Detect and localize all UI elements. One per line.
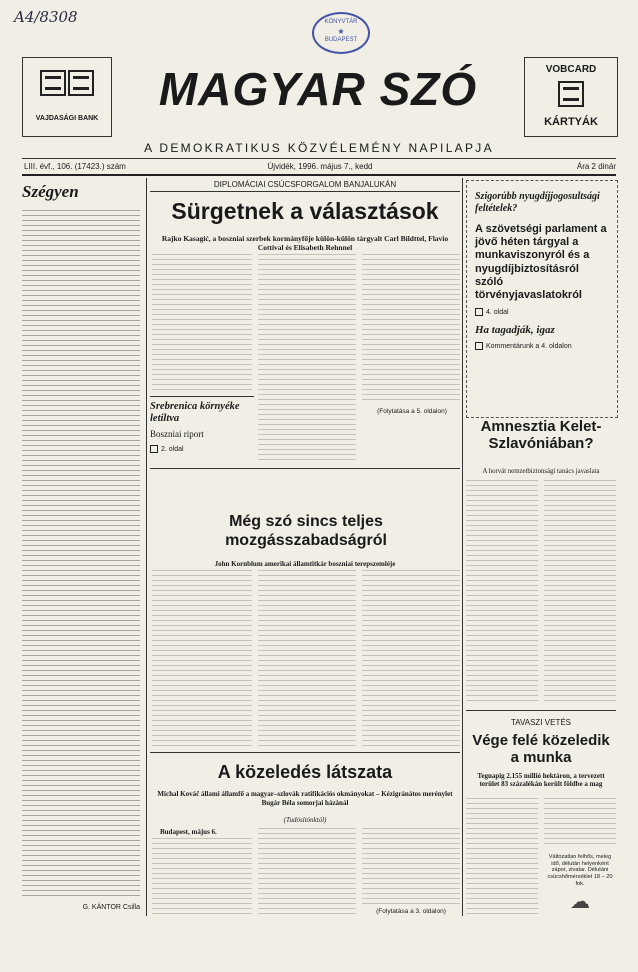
kozeledes-col-3	[362, 828, 460, 906]
tavaszi-col-2	[544, 798, 616, 848]
left-column-byline: G. KÁNTOR Csilla	[82, 904, 140, 911]
left-column-text	[22, 210, 140, 900]
right-box-ref2-row	[475, 342, 609, 350]
kozeledes-rule	[150, 752, 460, 753]
kozeledes-headline: A közeledés látszata	[217, 762, 393, 782]
amnesztia-deck: A horvát nemzetbiztonsági tanács javaslata	[482, 468, 600, 475]
stamp-star-icon: ★	[337, 26, 345, 36]
stamp-line1: KÖNYVTÁR	[324, 19, 358, 25]
main-deck: Rajko Kasagić, a boszniai szerbek kormányfője külön-külön tárgyalt Carl Bildttel, Flavio Cottival és Elisabeth Rehnnel	[161, 234, 449, 253]
srebrenica-sub: Boszniai riport	[150, 429, 204, 440]
amnesztia-story	[466, 418, 616, 453]
srebrenica-ref: 2. oldal	[161, 445, 184, 453]
vobcard-top: VOBCARD	[545, 64, 597, 75]
main-col-1	[152, 254, 252, 394]
right-box	[466, 180, 618, 418]
page-ref-icon	[150, 445, 158, 453]
tavaszi-headline: Vége felé közeledik a munka	[472, 732, 610, 767]
masthead-title: MAGYAR SZÓ	[158, 63, 478, 115]
right-box-body: A szövetségi parlament a jövő héten tárgyal a munkaviszonyról és a nyugdíjbiztosításról szóló törvényjavaslatokról	[475, 223, 607, 301]
kozeledes-deck: Michal Kováč állami államfő a magyar–szlovák ratifikációs okmányokat – Kézigránátos merénylet Bugár Béla somorjai házánál	[157, 790, 453, 807]
amnesztia-col-2	[544, 480, 616, 704]
vobcard-logo	[524, 57, 618, 137]
stamp-line2: BUDAPEST	[324, 37, 358, 44]
masthead-subtitle: A DEMOKRATIKUS KÖZVÉLEMÉNY NAPILAPJA	[144, 141, 494, 155]
bank-caption: VAJDASÁGI BANK	[35, 115, 99, 122]
left-column-divider	[146, 178, 147, 916]
kozeledes-agency: (Tudósítónktól)	[283, 816, 327, 824]
main-col-3	[362, 254, 460, 404]
mozgassz-col-1	[152, 570, 252, 746]
right-box-ref1: 4. oldal	[486, 308, 509, 316]
main-headline: Sürgetnek a választások	[171, 198, 439, 224]
vobcard-bottom: KÁRTYÁK	[544, 116, 598, 128]
amnesztia-col-1	[466, 480, 538, 704]
mozgassz-headline: Még szó sincs teljes mozgásszabadságról	[225, 513, 387, 550]
library-stamp	[312, 12, 370, 54]
mozgassz-deck: John Kornblum amerikai államtitkár boszniai terepszemléje	[214, 560, 396, 568]
srebrenica-box	[150, 396, 254, 465]
weather-text: Változatlan felhős, meleg idő, délután helyenként zápor, zivatar. Délutáni csúcshőmérséklet 18 – 20 fok.	[547, 854, 613, 887]
kozeledes-jump: (Folytatása a 3. oldalon)	[376, 908, 446, 915]
issue-date: Újvidék, 1996. május 7., kedd	[267, 162, 373, 171]
issue-number: LIII. évf., 106. (17423.) szám	[24, 162, 126, 171]
amnesztia-headline: Amnesztia Kelet-Szlavóniában?	[480, 418, 602, 453]
dateline-rule-2	[22, 174, 616, 176]
tavaszi-deck: Tegnapig 2.155 millió hektáron, a tervezett terület 83 százalékán került földbe a mag	[477, 772, 605, 789]
tavaszi-col-1	[466, 798, 538, 916]
right-box-ref2: Kommentárunk a 4. oldalon	[486, 342, 572, 350]
vobcard-logo-icon	[558, 81, 584, 107]
dateline-rule	[22, 158, 616, 159]
bank-logo-icon	[40, 70, 66, 96]
main-kicker: DIPLOMÁCIAI CSÚCSFORGALOM BANJALUKÁN	[150, 180, 460, 192]
kozeledes-dateline: Budapest, május 6.	[160, 828, 217, 836]
issue-price: Ára 2 dinár	[576, 162, 616, 171]
mozgassz-col-3	[362, 570, 460, 746]
page-ref-icon-3	[475, 342, 483, 350]
right-box-question: Szigorúbb nyugdíjjogosultsági feltételek?	[475, 191, 600, 214]
weather-box	[544, 854, 616, 916]
main-jump: (Folytatása a 5. oldalon)	[377, 408, 447, 415]
right-box-ref1-row	[475, 308, 609, 316]
bank-logo-icon-2	[68, 70, 94, 96]
cloud-icon: ☁	[570, 890, 590, 913]
left-column-title: Szégyen	[22, 182, 79, 201]
srebrenica-ref-row	[150, 445, 254, 453]
mozgassz-rule	[150, 468, 460, 469]
page-ref-icon-2	[475, 308, 483, 316]
mozgassz-col-2	[258, 570, 356, 746]
vajdasagi-bank-logo	[22, 57, 112, 137]
main-col-2	[258, 254, 356, 464]
kozeledes-col-1	[152, 838, 252, 916]
left-column	[22, 180, 140, 920]
tavaszi-rule	[466, 710, 616, 711]
tavaszi-label: TAVASZI VETÉS	[510, 718, 571, 727]
kozeledes-col-2	[258, 828, 356, 916]
archive-mark: A4/8308	[14, 8, 78, 26]
right-box-headline2: Ha tagadják, igaz	[475, 324, 555, 337]
srebrenica-title: Srebrenica környéke letiltva	[150, 401, 240, 425]
right-column-divider	[462, 178, 463, 916]
